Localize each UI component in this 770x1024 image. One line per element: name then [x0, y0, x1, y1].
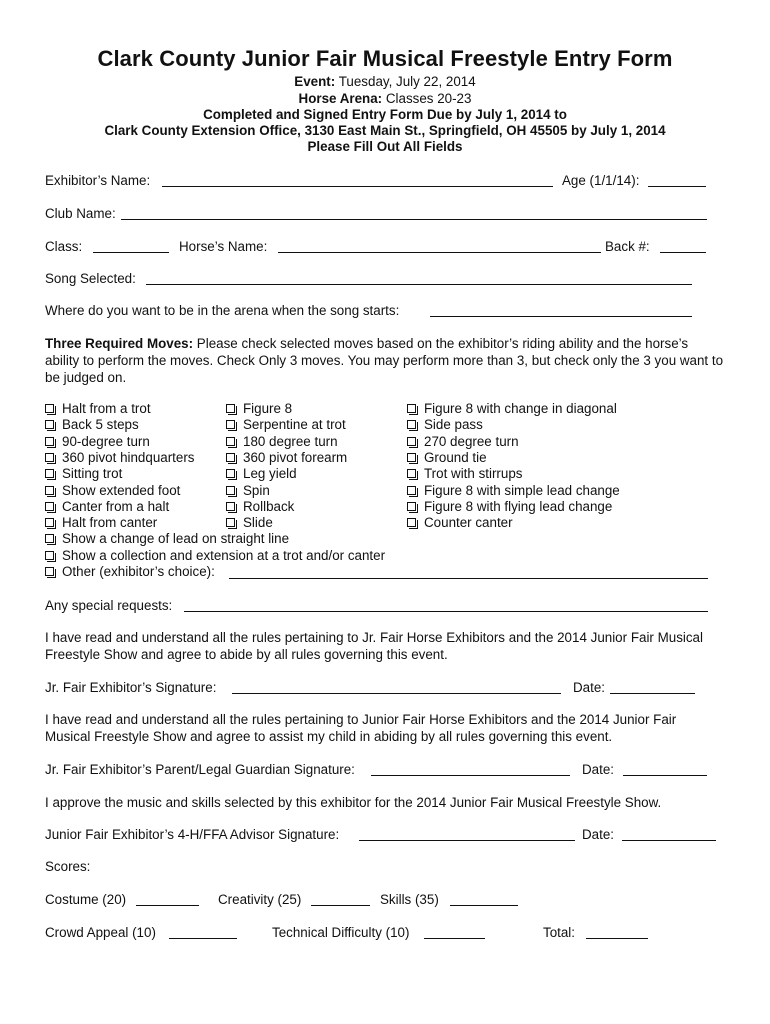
checkbox-item[interactable] [407, 515, 513, 531]
checkbox-icon[interactable] [407, 404, 416, 413]
checkbox-label: 360 pivot forearm [243, 449, 348, 465]
parent-signature-field[interactable] [371, 775, 570, 776]
age-field[interactable] [648, 186, 706, 187]
checkbox-item[interactable] [45, 515, 157, 531]
club-name-field[interactable] [121, 219, 707, 220]
arena-position-field[interactable] [430, 316, 692, 317]
costume-score-field[interactable] [136, 905, 199, 906]
checkbox-icon[interactable] [407, 502, 416, 511]
checkbox-icon[interactable] [226, 420, 235, 429]
checkbox-icon[interactable] [226, 437, 235, 446]
checkbox-icon[interactable] [226, 502, 235, 511]
checkbox-label: Rollback [243, 498, 295, 514]
exhibitor-date-field[interactable] [610, 693, 695, 694]
advisor-signature-label: Junior Fair Exhibitor’s 4-H/FFA Advisor Signature: [45, 827, 340, 842]
checkbox-icon[interactable] [226, 469, 235, 478]
checkbox-label: Sitting trot [62, 466, 123, 482]
skills-score-field[interactable] [450, 905, 518, 906]
checkbox-item[interactable] [407, 450, 487, 466]
checkbox-item[interactable] [407, 466, 522, 482]
event-value: Tuesday, July 22, 2014 [338, 74, 476, 89]
checkbox-icon[interactable] [407, 486, 416, 495]
checkbox-icon[interactable] [407, 518, 416, 527]
arena-line [0, 91, 770, 106]
checkbox-item[interactable] [226, 515, 273, 531]
checkbox-icon[interactable] [45, 453, 54, 462]
checkbox-icon[interactable] [226, 486, 235, 495]
checkbox-label: Figure 8 [243, 401, 293, 416]
checkbox-label: 180 degree turn [243, 433, 338, 449]
checkbox-item[interactable] [45, 466, 122, 482]
checkbox-label: Counter canter [424, 515, 513, 531]
total-score-field[interactable] [586, 938, 648, 939]
checkbox-icon[interactable] [45, 469, 54, 478]
horse-name-field[interactable] [278, 252, 601, 253]
horse-name-label: Horse’s Name: [179, 239, 268, 254]
checkbox-label: Halt from canter [62, 515, 158, 531]
crowd-appeal-score-field[interactable] [169, 938, 237, 939]
checkbox-label: Halt from a trot [62, 401, 151, 416]
advisor-statement: I approve the music and skills selected by this exhibitor for the 2014 Junior Fair Musical Freestyle Show. [45, 795, 662, 810]
form-title: Clark County Junior Fair Musical Freestyle Entry Form [97, 46, 673, 71]
parent-date-field[interactable] [623, 775, 707, 776]
checkbox-item[interactable] [45, 499, 169, 515]
due-line-2: Clark County Extension Office, 3130 East Main St., Springfield, OH 45505 by July 1, 2014 [104, 123, 666, 138]
checkbox-icon[interactable] [45, 534, 54, 543]
exhibitor-name-label: Exhibitor’s Name: [45, 173, 151, 188]
scores-label: Scores: [45, 859, 91, 874]
checkbox-label: Back 5 steps [62, 417, 139, 433]
checkbox-item[interactable] [226, 450, 347, 466]
parent-signature-label: Jr. Fair Exhibitor’s Parent/Legal Guardian Signature: [45, 762, 355, 777]
checkbox-icon[interactable] [226, 453, 235, 462]
checkbox-icon[interactable] [407, 437, 416, 446]
due-line-1: Completed and Signed Entry Form Due by July 1, 2014 to [203, 107, 567, 122]
creativity-score-field[interactable] [311, 905, 370, 906]
back-number-field[interactable] [660, 252, 706, 253]
checkbox-label: 360 pivot hindquarters [62, 449, 195, 465]
checkbox-icon[interactable] [45, 404, 54, 413]
checkbox-item[interactable] [45, 531, 289, 547]
moves-instructions-text: Please check selected moves based on the exhibitor’s riding ability and the horse’s ability to perform the moves. Check Only 3 moves. You may perform more than 3, but check only the 3 you want to be judged on. [45, 336, 724, 385]
arena-position-label: Where do you want to be in the arena when the song starts: [45, 303, 400, 318]
class-field[interactable] [93, 252, 169, 253]
exhibitor-name-field[interactable] [162, 186, 553, 187]
checkbox-label: Trot with stirrups [424, 466, 523, 482]
song-label: Song Selected: [45, 271, 136, 286]
checkbox-label: Ground tie [424, 449, 487, 465]
checkbox-icon[interactable] [45, 437, 54, 446]
club-name-label: Club Name: [45, 206, 116, 221]
exhibitor-signature-label: Jr. Fair Exhibitor’s Signature: [45, 680, 217, 695]
checkbox-label: Figure 8 with simple lead change [424, 482, 620, 498]
checkbox-item[interactable] [226, 417, 346, 433]
checkbox-item[interactable] [226, 401, 292, 417]
checkbox-label: Show a collection and extension at a trot and/or canter [62, 547, 386, 563]
checkbox-item[interactable] [407, 483, 620, 499]
other-label: Other (exhibitor’s choice): [62, 564, 215, 579]
checkbox-label: Show extended foot [62, 482, 181, 498]
checkbox-item[interactable] [407, 499, 612, 515]
class-label: Class: [45, 239, 83, 254]
exhibitor-statement: I have read and understand all the rules pertaining to Jr. Fair Horse Exhibitors and the 2014 Junior Fair Musical Freestyle Show and agree to abide by all rules governing this event. [45, 630, 703, 662]
checkbox-item[interactable] [226, 483, 270, 499]
checkbox-item[interactable] [226, 434, 338, 450]
checkbox-icon[interactable] [45, 518, 54, 527]
checkbox-icon[interactable] [226, 518, 235, 527]
checkbox-item[interactable] [45, 401, 151, 417]
checkbox-label: Side pass [424, 417, 483, 433]
event-line [0, 74, 770, 89]
exhibitor-date-label: Date: [573, 680, 606, 695]
checkbox-label: Canter from a halt [62, 498, 170, 514]
arena-label: Horse Arena: [298, 91, 383, 106]
checkbox-icon[interactable] [407, 469, 416, 478]
checkbox-item[interactable] [45, 434, 150, 450]
checkbox-item[interactable] [407, 434, 519, 450]
checkbox-icon[interactable] [407, 420, 416, 429]
checkbox-label: Show a change of lead on straight line [62, 531, 290, 547]
checkbox-icon[interactable] [45, 502, 54, 511]
parent-statement: I have read and understand all the rules pertaining to Junior Fair Horse Exhibitors and the 2014 Junior Fair Musical Freestyle Show and agree to assist my child in abiding by all rules governing this event. [45, 712, 677, 744]
special-requests-field[interactable] [184, 611, 708, 612]
checkbox-item[interactable] [45, 548, 385, 564]
age-label: Age (1/1/14): [562, 173, 640, 188]
checkbox-item[interactable] [407, 401, 617, 417]
moves-instructions [45, 335, 725, 386]
checkbox-label: Spin [243, 482, 270, 498]
checkbox-label: Leg yield [243, 466, 297, 482]
checkbox-item[interactable] [226, 499, 294, 515]
checkbox-item-other[interactable] [45, 564, 215, 580]
checkbox-label: 270 degree turn [424, 433, 519, 449]
checkbox-item[interactable] [407, 417, 483, 433]
crowd-appeal-label: Crowd Appeal (10) [45, 925, 156, 940]
advisor-signature-field[interactable] [359, 840, 575, 841]
song-field[interactable] [146, 284, 692, 285]
fill-all-notice: Please Fill Out All Fields [307, 139, 463, 154]
advisor-date-field[interactable] [622, 840, 716, 841]
skills-label: Skills (35) [380, 892, 439, 907]
creativity-label: Creativity (25) [218, 892, 302, 907]
checkbox-label: Serpentine at trot [243, 417, 346, 433]
technical-difficulty-label: Technical Difficulty (10) [272, 925, 410, 940]
checkbox-item[interactable] [45, 450, 195, 466]
checkbox-icon[interactable] [407, 453, 416, 462]
event-label: Event: [294, 74, 336, 89]
other-field[interactable] [229, 578, 708, 579]
checkbox-icon[interactable] [45, 420, 54, 429]
checkbox-item[interactable] [45, 483, 180, 499]
special-requests-label: Any special requests: [45, 598, 173, 613]
checkbox-item[interactable] [226, 466, 297, 482]
checkbox-label: 90-degree turn [62, 433, 150, 449]
back-number-label: Back #: [605, 239, 650, 254]
parent-date-label: Date: [582, 762, 615, 777]
costume-label: Costume (20) [45, 892, 127, 907]
checkbox-label: Slide [243, 515, 273, 531]
advisor-date-label: Date: [582, 827, 615, 842]
arena-value: Classes 20-23 [385, 91, 472, 106]
checkbox-label: Figure 8 with flying lead change [424, 498, 613, 514]
checkbox-icon[interactable] [45, 486, 54, 495]
checkbox-icon[interactable] [45, 567, 54, 576]
exhibitor-signature-field[interactable] [232, 693, 561, 694]
total-label: Total: [543, 925, 576, 940]
checkbox-icon[interactable] [45, 551, 54, 560]
technical-difficulty-score-field[interactable] [424, 938, 485, 939]
moves-heading: Three Required Moves: [45, 336, 194, 351]
checkbox-item[interactable] [45, 417, 139, 433]
checkbox-icon[interactable] [226, 404, 235, 413]
checkbox-label: Figure 8 with change in diagonal [424, 401, 617, 416]
